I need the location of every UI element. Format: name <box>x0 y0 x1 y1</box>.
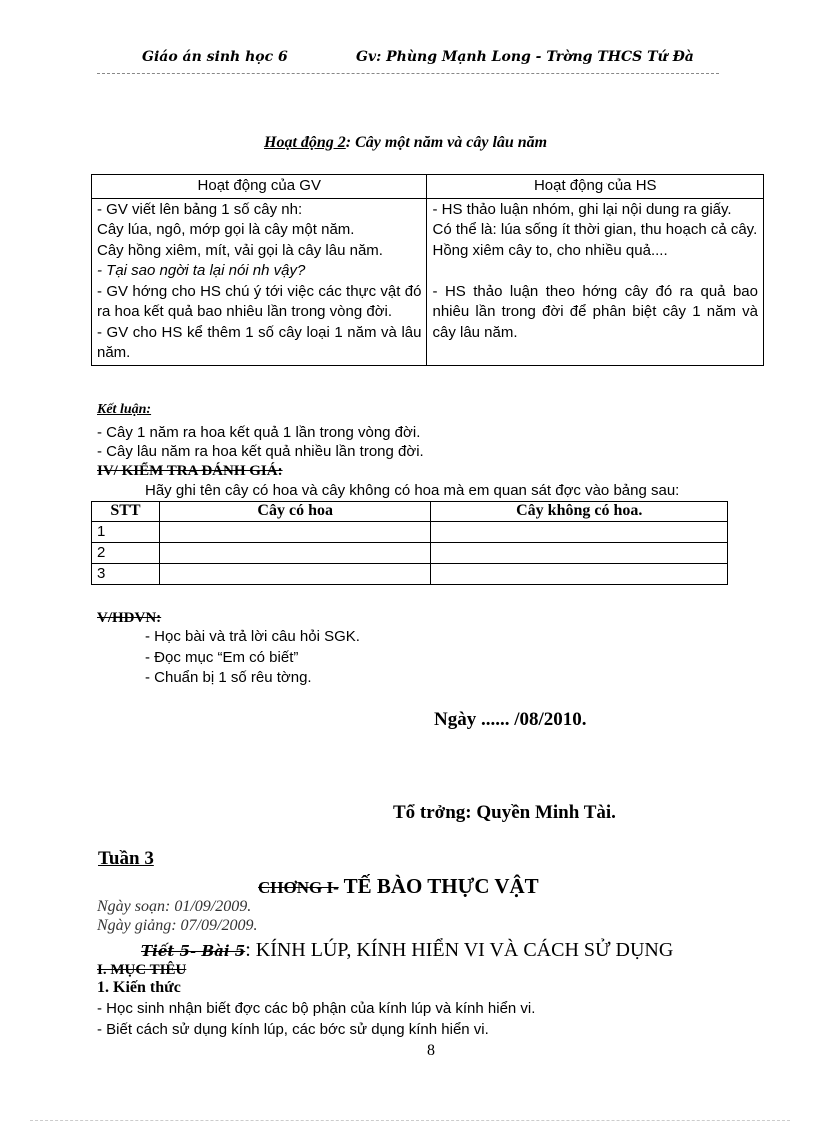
gv-item: Cây lúa, ngô, mớp gọi là cây một năm. <box>97 221 355 238</box>
objective-item: - Học sinh nhận biết đợc các bộ phận của kính lúp và kính hiển vi. <box>97 1000 536 1017</box>
conclusion-item: - Cây lâu năm ra hoa kết quả nhiều lần trong đời. <box>97 443 424 460</box>
flowering-cell <box>159 522 431 543</box>
activity-name: : Cây một năm và cây lâu năm <box>345 134 548 151</box>
chapter-title: TẾ BÀO THỰC VẬT <box>338 874 539 898</box>
table-row <box>92 564 728 585</box>
hs-item: Có thể là: lúa sống ít thời gian, thu hoạch cả cây. <box>432 221 758 238</box>
lesson-heading <box>141 939 673 962</box>
week-label: Tuần 3 <box>98 848 154 869</box>
gv-column <box>92 198 427 365</box>
section5-title: V/HDVN: <box>97 610 162 626</box>
gv-item: - GV viết lên bảng 1 số cây nh: <box>97 200 303 218</box>
objective-item: - Biết cách sử dụng kính lúp, các bớc sử dụng kính hiển vi. <box>97 1021 489 1038</box>
page-bottom-rule <box>30 1120 790 1121</box>
chapter-heading <box>258 874 539 899</box>
table-row <box>92 522 728 543</box>
header-subject: Giáo án sinh học 6 <box>142 49 288 65</box>
date-line: Ngày ...... /08/2010. <box>434 709 587 730</box>
hs-item: - HS thảo luận theo hớng cây đó ra quả bao nhiêu lần trong đời để phân biệt cây 1 năm và cây lâu năm. <box>432 282 758 341</box>
homework-item: - Chuẩn bị 1 số rêu tờng. <box>145 669 312 686</box>
gv-item: - GV cho HS kể thêm 1 số cây loại 1 năm và lâu năm. <box>97 323 422 361</box>
date-prepared: Ngày soạn: 01/09/2009. <box>97 898 252 915</box>
table-row <box>92 543 728 564</box>
nonflowering-cell <box>431 564 728 585</box>
activity-table <box>91 174 764 366</box>
page-number: 8 <box>427 1042 435 1059</box>
col-flowering: Cây có hoa <box>159 502 431 522</box>
row-number: 2 <box>92 543 160 564</box>
col-nonflowering: Cây không có hoa. <box>431 502 728 522</box>
lesson-title: : KÍNH LÚP, KÍNH HIỂN VI VÀ CÁCH SỬ DỤNG <box>245 939 674 961</box>
nonflowering-cell <box>431 543 728 564</box>
signature: Tổ trởng: Quyền Minh Tài. <box>393 802 616 823</box>
activity-label: Hoạt động 2 <box>264 134 346 151</box>
flowering-cell <box>159 564 431 585</box>
gv-item: Cây hồng xiêm, mít, vải gọi là cây lâu năm. <box>97 241 383 259</box>
activity-title <box>264 134 547 152</box>
hs-column <box>427 198 764 365</box>
hs-item: - HS thảo luận nhóm, ghi lại nội dung ra giấy. <box>432 200 732 218</box>
gv-item: - Tại sao ngời ta lại nói nh vậy? <box>97 262 306 279</box>
gv-item: - GV hớng cho HS chú ý tới việc các thực vật đó ra hoa kết quả bao nhiêu lần trong vòng đời. <box>97 282 422 320</box>
nonflowering-cell <box>431 522 728 543</box>
objectives-title: I. MỤC TIÊU <box>97 962 187 978</box>
hs-item: Hồng xiêm cây to, cho nhiều quả.... <box>432 241 668 259</box>
header-divider <box>97 73 719 74</box>
row-number: 3 <box>92 564 160 585</box>
header-gv: Hoạt động của GV <box>92 175 427 199</box>
conclusion-title: Kết luận: <box>97 402 152 417</box>
header-teacher: Gv: Phùng Mạnh Long - Trờng THCS Tứ Đà <box>356 49 694 65</box>
section4-instruction: Hãy ghi tên cây có hoa và cây không có hoa mà em quan sát đợc vào bảng sau: <box>145 482 680 499</box>
plant-table <box>91 501 728 585</box>
homework-item: - Học bài và trả lời câu hỏi SGK. <box>145 628 360 645</box>
row-number: 1 <box>92 522 160 543</box>
header-hs: Hoạt động của HS <box>427 175 764 199</box>
hs-spacer <box>432 261 758 282</box>
conclusion-item: - Cây 1 năm ra hoa kết quả 1 lần trong vòng đời. <box>97 424 421 441</box>
col-stt: STT <box>92 502 160 522</box>
knowledge-title: 1. Kiến thức <box>97 979 181 996</box>
lesson-label: Tiết 5- Bài 5 <box>141 942 246 960</box>
date-taught: Ngày giảng: 07/09/2009. <box>97 917 258 934</box>
homework-item: - Đọc mục “Em có biết” <box>145 649 299 666</box>
chapter-number: CHƠNG I- <box>258 878 339 897</box>
flowering-cell <box>159 543 431 564</box>
section4-title: IV/ KIỂM TRA ĐÁNH GIÁ: <box>97 463 283 479</box>
